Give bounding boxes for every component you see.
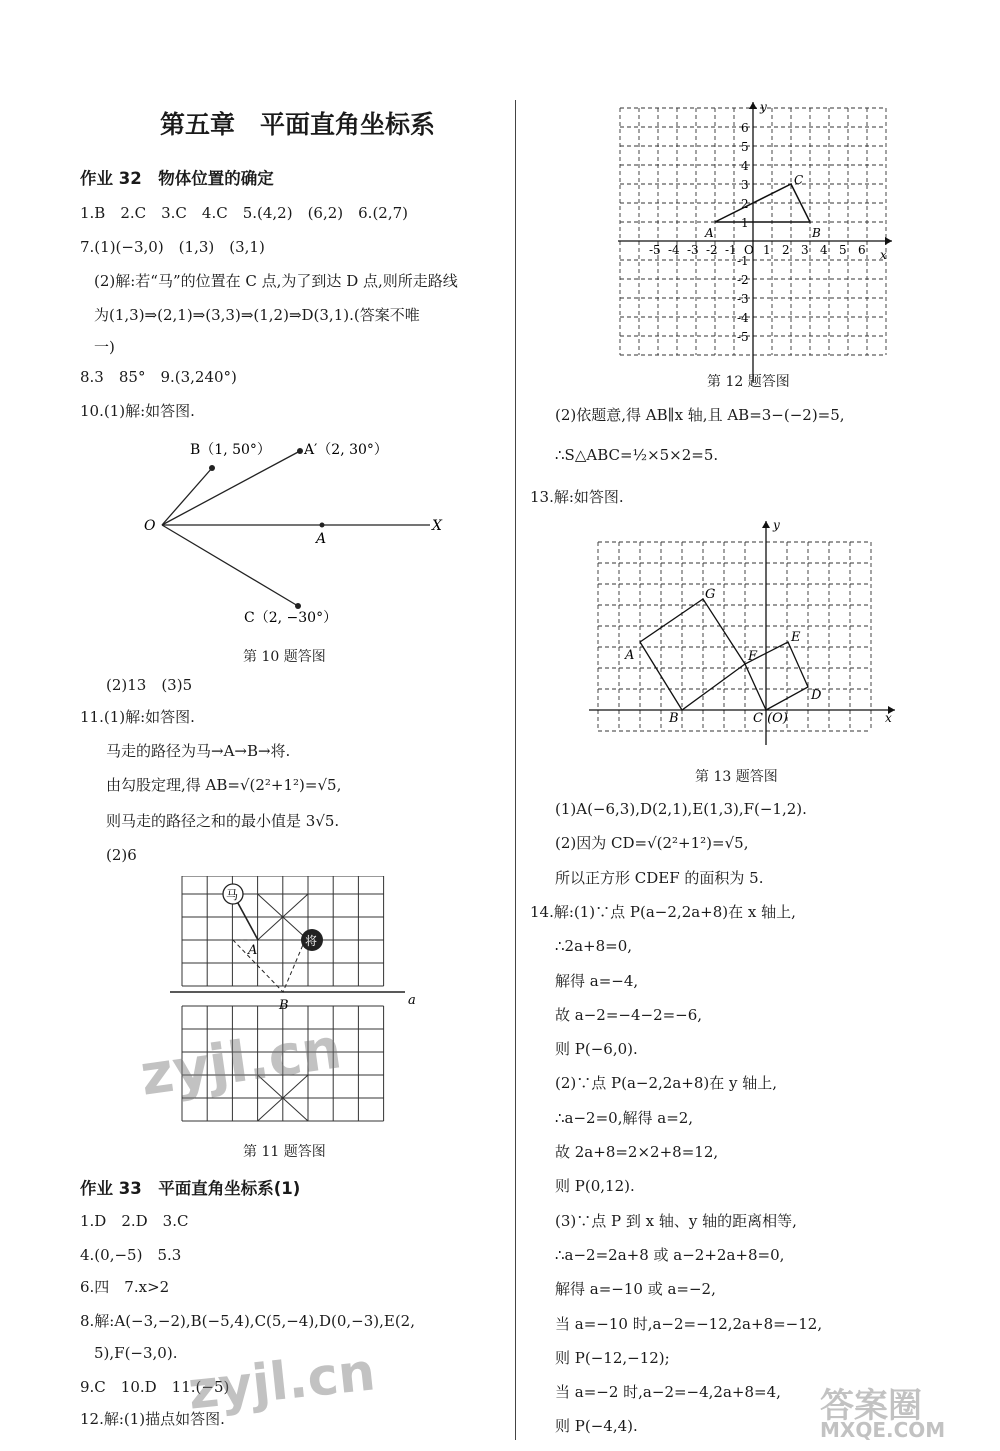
point-b	[209, 465, 215, 471]
tick-label: 3	[741, 178, 749, 192]
rectangle-abfg	[640, 599, 745, 710]
text-line: 8.解:A(−3,−2),B(−5,4),C(5,−4),D(0,−3),E(2,	[80, 1312, 415, 1330]
text-line: 马走的路径为马→A→B→将.	[106, 742, 291, 760]
tick-label: -1	[737, 254, 749, 268]
label-a: A	[248, 943, 258, 958]
label-e: E	[791, 630, 801, 645]
ray-oc	[162, 525, 298, 606]
axis-y-label: y	[773, 518, 780, 532]
label-c: C (O)	[753, 711, 788, 726]
text-line: (3)∵点 P 到 x 轴、y 轴的距离相等,	[555, 1212, 797, 1230]
tick-label: 1	[741, 216, 749, 230]
label-a: A	[625, 648, 635, 663]
tick-label: 6	[741, 121, 749, 135]
text-line: 则 P(−6,0).	[555, 1040, 638, 1058]
text-line: 则 P(−12,−12);	[555, 1349, 670, 1367]
label-b: B	[812, 226, 821, 240]
label-a-prime: A′（2, 30°）	[304, 442, 388, 458]
tick-label: 1	[763, 243, 771, 257]
tick-label: O	[744, 243, 754, 257]
ray-oa2	[162, 451, 300, 525]
hw33-title: 作业 33 平面直角坐标系(1)	[80, 1179, 301, 1198]
y-axis-arrow	[762, 521, 770, 528]
tick-label: 5	[741, 140, 749, 154]
tick-label: -2	[706, 243, 718, 257]
caption-fig11: 第 11 题答图	[243, 1144, 326, 1160]
watermark: 答案圈	[820, 1386, 922, 1426]
text-line: 为(1,3)⇒(2,1)⇒(3,3)⇒(1,2)⇒D(3,1).(答案不唯	[94, 306, 420, 324]
hw32-title: 作业 32 物体位置的确定	[80, 169, 274, 188]
text-line: 12.解:(1)描点如答图.	[80, 1410, 225, 1428]
text-line: (2)6	[106, 846, 137, 864]
text-line: (2)∵点 P(a−2,2a+8)在 y 轴上,	[555, 1074, 778, 1092]
text-line: 由勾股定理,得 AB=√(2²+1²)=√5,	[106, 776, 342, 794]
text-line: 故 2a+8=2×2+8=12,	[555, 1143, 719, 1161]
tick-label: -1	[725, 243, 737, 257]
tick-label: -5	[737, 330, 749, 344]
caption-fig10: 第 10 题答图	[243, 649, 326, 665]
text-line: ∴a−2=2a+8 或 a−2+2a+8=0,	[555, 1246, 785, 1264]
text-line: 7.(1)(−3,0) (1,3) (3,1)	[80, 238, 265, 256]
tick-label: -4	[668, 243, 680, 257]
ray-ob	[162, 468, 212, 525]
label-d: D	[811, 688, 822, 703]
axis-x-label: x	[880, 248, 887, 262]
tick-label: -5	[649, 243, 661, 257]
tick-label: 4	[741, 159, 749, 173]
tick-label: -3	[687, 243, 699, 257]
text-line: 9.C 10.D 11.(−5)	[80, 1378, 230, 1396]
text-line: 11.(1)解:如答图.	[80, 708, 195, 726]
tick-label: 2	[782, 243, 790, 257]
horse-label: 马	[226, 888, 239, 902]
text-line: 6.四 7.x>2	[80, 1278, 170, 1296]
column-divider	[515, 100, 516, 1440]
caption-fig13: 第 13 题答图	[695, 769, 778, 785]
caption-fig12: 第 12 题答图	[707, 374, 790, 390]
text-line: ∴a−2=0,解得 a=2,	[555, 1109, 694, 1127]
text-line: ∴2a+8=0,	[555, 937, 633, 955]
text-line: 14.解:(1)∵点 P(a−2,2a+8)在 x 轴上,	[530, 903, 796, 921]
tick-labels	[649, 121, 866, 344]
label-b: B（1, 50°）	[190, 442, 271, 458]
text-line: 解得 a=−10 或 a=−2,	[555, 1280, 716, 1298]
label-g: G	[705, 587, 716, 602]
point-c	[295, 603, 301, 609]
figure-10	[140, 430, 460, 640]
label-o: O	[144, 518, 156, 534]
label-b: B	[279, 998, 289, 1013]
text-line: 8.3 85° 9.(3,240°)	[80, 368, 237, 386]
general-label: 将	[305, 934, 318, 948]
text-line: (1)A(−6,3),D(2,1),E(1,3),F(−1,2).	[555, 800, 807, 818]
text-line: (2)因为 CD=√(2²+1²)=√5,	[555, 834, 749, 852]
tick-label: -3	[737, 292, 749, 306]
text-line: 1.D 2.D 3.C	[80, 1212, 189, 1230]
label-a: A	[316, 531, 327, 547]
watermark: zyjl.cn	[185, 1342, 379, 1422]
label-c: C（2, −30°）	[244, 610, 338, 626]
tick-label: 3	[801, 243, 809, 257]
chapter-title: 第五章 平面直角坐标系	[160, 110, 436, 139]
text-line: 故 a−2=−4−2=−6,	[555, 1006, 703, 1024]
coordinate-grid	[598, 542, 871, 731]
text-line: 13.解:如答图.	[530, 488, 624, 506]
text-line: (2)13 (3)5	[106, 676, 193, 694]
label-b: B	[669, 711, 679, 726]
y-axis-arrow	[749, 102, 757, 109]
label-c: C	[794, 173, 804, 187]
text-line: 10.(1)解:如答图.	[80, 402, 195, 420]
label-x: X	[432, 518, 442, 534]
text-line: 当 a=−2 时,a−2=−4,2a+8=4,	[555, 1383, 781, 1401]
label-f: F	[748, 649, 758, 664]
text-line: 则 P(0,12).	[555, 1177, 635, 1195]
text-line: (2)解:若“马”的位置在 C 点,为了到达 D 点,则所走路线	[94, 272, 458, 290]
text-line: 当 a=−10 时,a−2=−12,2a+8=−12,	[555, 1315, 823, 1333]
tick-label: -2	[737, 273, 749, 287]
tick-label: 4	[820, 243, 828, 257]
tick-label: 5	[839, 243, 847, 257]
figure-12	[610, 96, 900, 386]
axis-x-label: x	[885, 711, 892, 725]
text-line: 解得 a=−4,	[555, 972, 639, 990]
figure-13	[585, 515, 905, 750]
watermark: zyjl.cn	[136, 1016, 346, 1109]
tick-label: 2	[741, 197, 749, 211]
text-line: 则马走的路径之和的最小值是 3√5.	[106, 812, 340, 830]
text-line: 1.B 2.C 3.C 4.C 5.(4,2) (6,2) 6.(2,7)	[80, 204, 409, 222]
watermark: MXQE.COM	[820, 1418, 946, 1442]
axis-y-label: y	[760, 100, 767, 114]
text-line: 则 P(−4,4).	[555, 1417, 638, 1435]
horse-path	[233, 894, 305, 992]
text-line: ∴S△ABC=½×5×2=5.	[555, 446, 719, 464]
point-a	[320, 523, 325, 528]
text-line: 一)	[94, 338, 115, 356]
text-line: (2)依题意,得 AB∥x 轴,且 AB=3−(−2)=5,	[555, 406, 845, 424]
label-line-a: a	[408, 993, 416, 1008]
label-a: A	[705, 226, 714, 240]
tick-label: 6	[858, 243, 866, 257]
text-line: 所以正方形 CDEF 的面积为 5.	[555, 869, 764, 887]
text-line: 4.(0,−5) 5.3	[80, 1246, 182, 1264]
tick-label: -4	[737, 311, 749, 325]
point-a2	[297, 448, 303, 454]
text-line: 5),F(−3,0).	[94, 1344, 178, 1362]
x-axis-arrow	[885, 237, 892, 245]
